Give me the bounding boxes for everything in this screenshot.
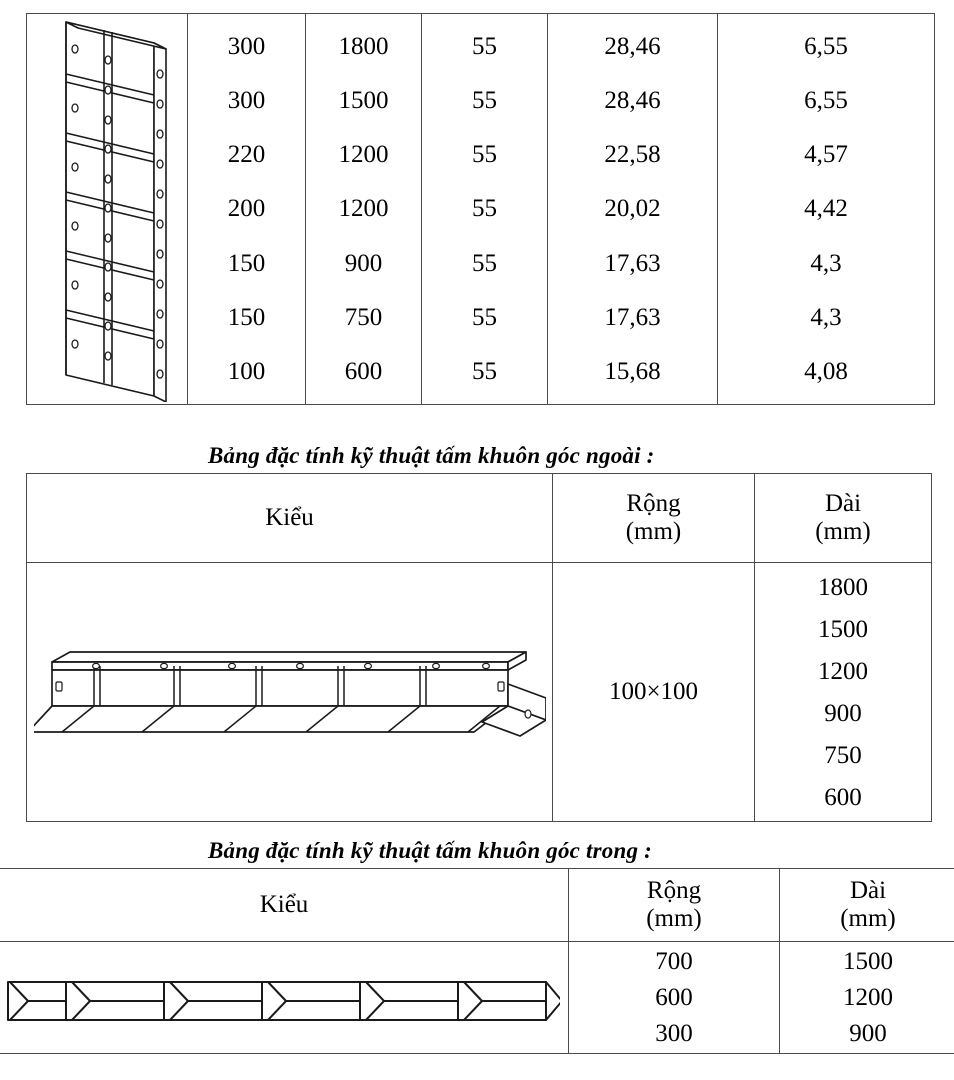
outer-corner-dai-cell <box>755 563 932 822</box>
cell-dai: 1800 <box>338 32 389 60</box>
table-row <box>27 563 932 822</box>
inner-corner-dai-values <box>780 949 954 1046</box>
cell-khoi-luong: 4,42 <box>804 195 848 223</box>
cell-dai: 900 <box>849 1020 887 1047</box>
cell-rong: 100 <box>227 358 266 386</box>
cell-day: 55 <box>472 304 497 332</box>
cell-dien-tich: 15,68 <box>604 358 661 386</box>
cell-dai: 1200 <box>818 657 868 685</box>
header-rong-title: Rộng <box>646 877 702 904</box>
header-rong-unit: (mm) <box>646 905 702 932</box>
tam-khuon-goc-ngoai-icon <box>34 644 546 740</box>
cell-dien-tich: 20,02 <box>604 195 661 223</box>
dai-values <box>306 15 421 403</box>
inner-corner-table <box>0 868 954 1054</box>
column-dien-tich <box>548 14 718 405</box>
cell-dien-tich: 22,58 <box>604 141 661 169</box>
header-rong-title: Rộng <box>626 490 681 517</box>
header-dai <box>755 474 932 563</box>
cell-dien-tich: 28,46 <box>604 32 661 60</box>
header-dai-unit: (mm) <box>815 518 871 545</box>
header-dai-title: Dài <box>849 877 887 904</box>
cell-day: 55 <box>472 86 497 114</box>
cell-day: 55 <box>472 141 497 169</box>
cell-rong: 600 <box>655 984 693 1011</box>
cell-rong: 300 <box>227 32 266 60</box>
header-kieu: Kiểu <box>0 869 569 942</box>
cell-dai: 600 <box>344 358 383 386</box>
cell-rong: 700 <box>655 948 693 975</box>
cell-dai: 600 <box>824 783 862 811</box>
cell-dai: 900 <box>344 249 383 277</box>
outer-corner-caption: Bảng đặc tính kỹ thuật tấm khuôn góc ngoài : <box>208 443 655 468</box>
header-dai-title: Dài <box>824 490 862 517</box>
header-rong-unit: (mm) <box>625 518 682 545</box>
cell-day: 55 <box>472 32 497 60</box>
cell-day: 55 <box>472 195 497 223</box>
header-dai <box>780 869 954 942</box>
panel-figure <box>27 14 187 404</box>
cell-rong: 200 <box>227 195 266 223</box>
header-rong <box>569 869 780 942</box>
column-rong <box>188 14 306 405</box>
cell-dien-tich: 17,63 <box>604 249 661 277</box>
outer-corner-figure <box>27 563 552 821</box>
cell-dai: 1200 <box>338 195 389 223</box>
outer-corner-figure-cell <box>27 563 553 822</box>
tam-khuon-goc-trong-icon <box>0 970 560 1026</box>
cell-rong: 150 <box>227 304 266 332</box>
table-header-row <box>27 474 932 563</box>
panel-figure-cell <box>27 14 188 405</box>
cell-dai: 1500 <box>818 615 868 643</box>
khoi-luong-values <box>718 15 934 403</box>
cell-day: 55 <box>472 249 497 277</box>
cell-khoi-luong: 4,3 <box>810 304 842 332</box>
header-kieu: Kiểu <box>27 474 553 563</box>
cell-dien-tich: 17,63 <box>604 304 661 332</box>
outer-corner-rong-cell: 100×100 <box>553 563 755 822</box>
cell-rong: 220 <box>227 141 266 169</box>
dien-tich-values <box>548 15 717 403</box>
cell-dai: 1200 <box>843 984 893 1011</box>
cell-dai: 750 <box>824 741 862 769</box>
cell-day: 55 <box>472 358 497 386</box>
cell-khoi-luong: 4,08 <box>804 358 848 386</box>
header-dai-unit: (mm) <box>840 905 896 932</box>
header-rong <box>553 474 755 563</box>
cell-khoi-luong: 4,3 <box>810 249 842 277</box>
table-header-row <box>0 869 954 942</box>
inner-corner-rong-values <box>569 949 779 1046</box>
inner-corner-rong-cell <box>569 942 780 1054</box>
inner-corner-figure <box>0 942 568 1053</box>
cell-dai: 900 <box>824 699 862 727</box>
cell-dai: 750 <box>344 304 383 332</box>
cell-dien-tich: 28,46 <box>604 86 661 114</box>
inner-corner-dai-cell <box>780 942 954 1054</box>
cell-khoi-luong: 6,55 <box>804 86 848 114</box>
panel-spec-table <box>26 13 935 405</box>
cell-rong: 150 <box>227 249 266 277</box>
column-day <box>422 14 548 405</box>
cell-dai: 1200 <box>338 141 389 169</box>
cell-dai: 1800 <box>818 573 868 601</box>
column-khoi-luong <box>718 14 935 405</box>
outer-corner-table <box>26 473 932 822</box>
inner-corner-caption: Bảng đặc tính kỹ thuật tấm khuôn góc trong : <box>208 838 652 863</box>
column-dai <box>306 14 422 405</box>
inner-corner-figure-cell <box>0 942 569 1054</box>
cell-khoi-luong: 4,57 <box>804 141 848 169</box>
rong-values <box>188 15 305 403</box>
table-row <box>0 942 954 1054</box>
tam-khuon-phang-icon <box>32 16 182 402</box>
cell-dai: 1500 <box>338 86 389 114</box>
day-values <box>422 15 547 403</box>
table-row <box>27 14 935 405</box>
cell-khoi-luong: 6,55 <box>804 32 848 60</box>
cell-dai: 1500 <box>843 948 893 975</box>
cell-rong: 300 <box>655 1020 693 1047</box>
outer-corner-dai-values <box>755 575 931 810</box>
cell-rong: 300 <box>227 86 266 114</box>
